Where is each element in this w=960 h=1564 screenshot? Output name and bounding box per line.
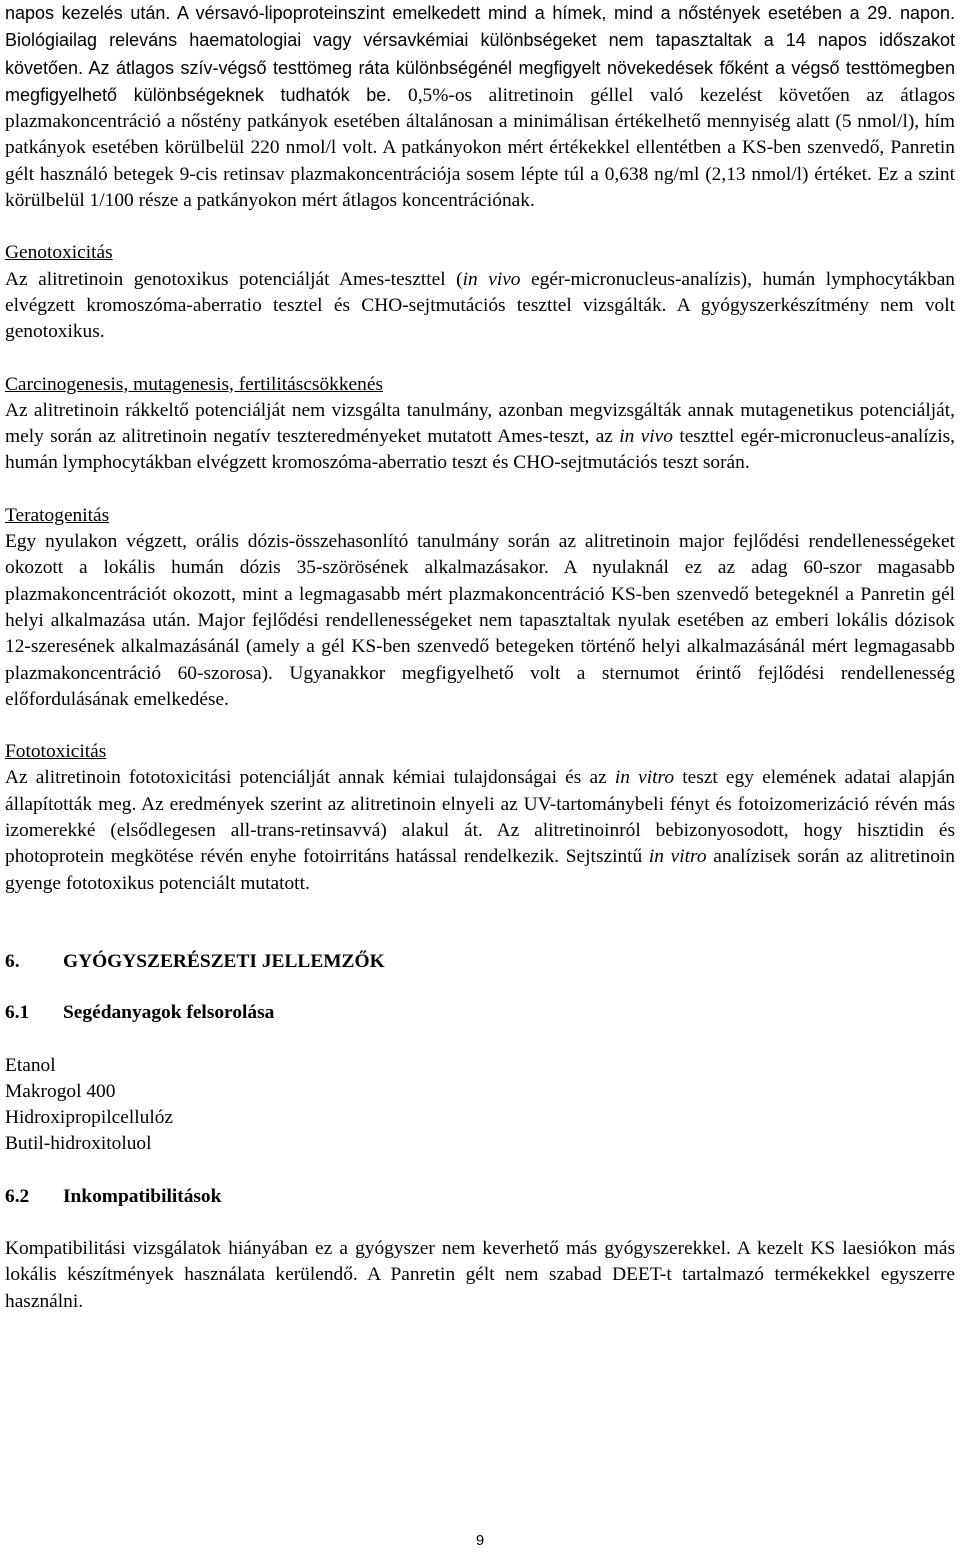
excipient-item: Makrogol 400 — [5, 1080, 116, 1102]
document-page — [5, 0, 955, 1315]
section-6-2-heading — [5, 1184, 955, 1210]
intro-text-4: A patkányokon mért értékekkel ellentétben a KS-ben szenvedő, Panretin gélt használó betegek 9-cis retinsav plazmakoncentrációja sosem lépte túl a 0,638 ng/ml (2,13 nmol/l) értéket. Ez a szint körülbelül 1/100 része a patkányokon mért átlagos koncentrációnak. — [5, 137, 955, 212]
terato-title: Teratogenitás — [5, 504, 110, 526]
section-6-1-number: 6.1 — [5, 1002, 30, 1024]
excipient-list — [5, 1053, 955, 1158]
fototox-text-3: analízisek során az alitretinoin gyenge fototoxikus potenciált mutatott. — [5, 846, 955, 894]
intro-text-2: Az átlagos szív-végső testtömeg ráta különbségénél megfigyelt növekedések főként a végső testtömegben megfigyelhető különbségeknek tudhatók be. — [5, 57, 955, 105]
section-6-1-heading — [5, 1000, 955, 1026]
genotox-text-1: Az alitretinoin genotoxikus potenciálját Ames-teszttel ( — [5, 268, 463, 290]
fototox-text-2: teszt egy elemének adatai alapján állapították meg. Az eredmények szerint az alitretinoin elnyeli az UV-tartománybeli fényt és fotoizomerizáció révén más izomerekké (elsődlegesen all-trans-retinsavvá) alakul át. Az alitretinoinról bebizonyosodott, hogy hisztidin és photoprotein megkötése révén enyhe fotoirritáns hatással rendelkezik. Sejtszintű — [5, 767, 955, 868]
excipient-item: Butil-hidroxitoluol — [5, 1133, 152, 1155]
excipient-item: Etanol — [5, 1054, 56, 1076]
carcino-text-1: Az alitretinoin rákkeltő potenciálját nem vizsgálta tanulmány, azonban megvizsgálták annak mutagenetikus potenciálját, mely során az alitretinoin negatív teszteredményeket mutatott Ames-teszt, az — [5, 399, 955, 448]
genotox-paragraph — [5, 267, 955, 346]
genotox-italic: in vivo — [462, 268, 521, 290]
intro-text-3: 0,5%-os alitretinoin géllel való kezelést követően az átlagos plazmakoncentráció a nőstény patkányok esetében általánosan a minimálisan értékelhető mennyiség alatt (5 nmol/l), hím patkányok esetében körülbelül 220 nmol/l volt. — [5, 84, 956, 159]
section-6-1-title: Segédanyagok felsorolása — [63, 1002, 275, 1024]
fototox-italic-2: in vitro — [648, 846, 707, 868]
section-6-2-paragraph: Kompatibilitási vizsgálatok hiányában ez a gyógyszer nem keverhető más gyógyszerekkel. A kezelt KS laesiókon más lokális készítmények használata kerülendő. A Panretin gélt nem szabad DEET-t tartalmazó termékekkel egyszerre használni. — [5, 1237, 955, 1312]
carcino-paragraph — [5, 398, 955, 477]
fototox-title: Fototoxicitás — [5, 741, 107, 763]
excipient-item: Hidroxipropilcellulóz — [5, 1107, 174, 1129]
terato-paragraph: Egy nyulakon végzett, orális dózis-összehasonlító tanulmány során az alitretinoin major fejlődési rendellenességeket okozott a lokális humán dózis 35-szörösének alkalmazásakor. A nyulaknál ez az adag 60-szor magasabb plazmakoncentrációt okozott, mint a legmagasabb mért plazmakoncentráció KS-ben szenvedő betegeknél a Panretin gél helyi alkalmazása után. Major fejlődési rendellenességeket nem tapasztaltak nyulak esetében az emberi lokális dózisok 12-szeresének alkalmazásánál (amely a gél KS-ben szenvedő betegeken történő helyi alkalmazásánál mért legmagasabb plazmakoncentráció 60-szorosa). Ugyanakkor megfigyelhető volt a sternumot érintő fejlődési rendellenesség előfordulásának emelkedése. — [5, 531, 955, 710]
section-6-title: GYÓGYSZERÉSZETI JELLEMZŐK — [63, 950, 385, 972]
genotox-text-2: egér-micronucleus-analízis), humán lymphocytákban elvégzett kromoszóma-aberratio tesztel és CHO-sejtmutációs teszttel vizsgálták. A gyógyszerkészítmény nem volt genotoxikus. — [5, 268, 956, 343]
page-number: 9 — [475, 1532, 485, 1549]
fototox-text-1: Az alitretinoin fototoxicitási potenciálját annak kémiai tulajdonságai és az — [5, 767, 615, 789]
intro-paragraph — [5, 0, 955, 214]
carcino-italic: in vivo — [619, 426, 673, 448]
section-6-2-number: 6.2 — [5, 1185, 30, 1207]
fototox-italic-1: in vitro — [614, 767, 675, 789]
fototox-paragraph — [5, 765, 955, 896]
carcino-text-2: teszttel egér-micronucleus-analízis, humán lymphocytákban elvégzett kromoszóma-aberratio teszt és CHO-sejtmutációs teszt során. — [5, 426, 955, 474]
intro-text-1: napos kezelés után. A vérsavó-lipoproteinszint emelkedett mind a hímek, mind a nőstények esetében a 29. napon. Biológiailag releváns haematologiai vagy vérsavkémiai különbségeket nem tapasztaltak a 14 napos időszakot követően. — [5, 3, 955, 78]
carcino-title: Carcinogenesis, mutagenesis, fertilitáscsökkenés — [5, 373, 384, 395]
section-6-heading — [5, 949, 955, 975]
genotox-title: Genotoxicitás — [5, 242, 113, 264]
section-6-2-title: Inkompatibilitások — [63, 1185, 222, 1207]
section-6-number: 6. — [5, 950, 20, 972]
